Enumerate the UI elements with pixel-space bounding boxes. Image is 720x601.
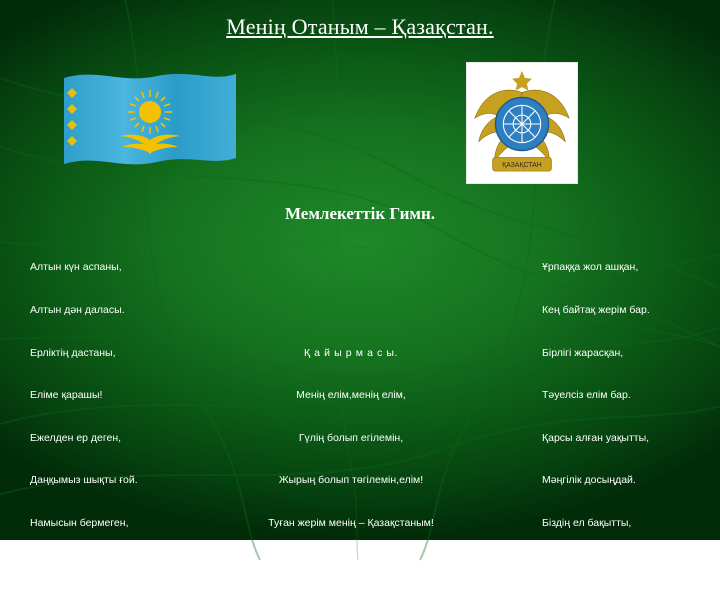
lyrics-line: Ұрпаққа жол ашқан,: [542, 261, 639, 274]
kazakhstan-coat-of-arms-icon: [466, 62, 578, 184]
page-title: Менің Отаным – Қазақстан.: [226, 14, 494, 39]
lyrics-column-left: [0, 232, 212, 601]
lyrics-line: Қарсы алған уақытты,: [542, 431, 650, 444]
lyrics-line: Туған жерім менің – Қазақстаным!: [268, 517, 434, 530]
lyrics-line: Алтын дән даласы.: [30, 304, 125, 317]
lyrics-line: Біздің ел бақытты,: [542, 517, 632, 530]
emblem-caption: ҚАЗАҚСТАН: [502, 162, 542, 170]
kazakhstan-flag-icon: [62, 66, 238, 174]
lyrics-line: Тәуелсіз елім бар.: [542, 389, 631, 402]
lyrics-line: Намысын бермеген,: [30, 517, 129, 530]
anthem-heading: Мемлекеттік Гимн.: [284, 204, 435, 223]
lyrics-column-chorus: [216, 232, 486, 601]
lyrics-line: Жырың болып төгілемін,елім!: [278, 474, 424, 487]
lyrics-line: .: [349, 559, 353, 572]
lyrics-line: [216, 303, 486, 317]
lyrics-column-right: [490, 232, 720, 601]
lyrics-line: Ежелден ер деген,: [30, 431, 122, 444]
lyrics-line: Гүлің болып егілемін,: [298, 431, 404, 444]
lyrics-line: Қазағым мықты ғой!: [30, 559, 128, 572]
lyrics-line: Менің елім,менің елім,: [296, 389, 406, 402]
lyrics-line: Алтын күн аспаны,: [30, 261, 122, 274]
lyrics-line: Ерліктің дастаны,: [30, 346, 116, 359]
chorus-heading: Қ а й ы р м а с ы.: [303, 346, 399, 359]
lyrics-line: Еліме қарашы!: [30, 389, 103, 402]
lyrics-line: Бірлігі жарасқан,: [542, 346, 624, 359]
lyrics-line: Даңқымыз шықты ғой.: [30, 474, 138, 487]
lyrics-columns: [0, 232, 720, 601]
lyrics-line: Мәңгілік досыңдай.: [542, 474, 636, 487]
lyrics-line: Кең байтақ жерім бар.: [542, 304, 650, 317]
lyrics-line: [216, 260, 486, 274]
lyrics-line: Біздің ел осындай.: [542, 559, 633, 572]
